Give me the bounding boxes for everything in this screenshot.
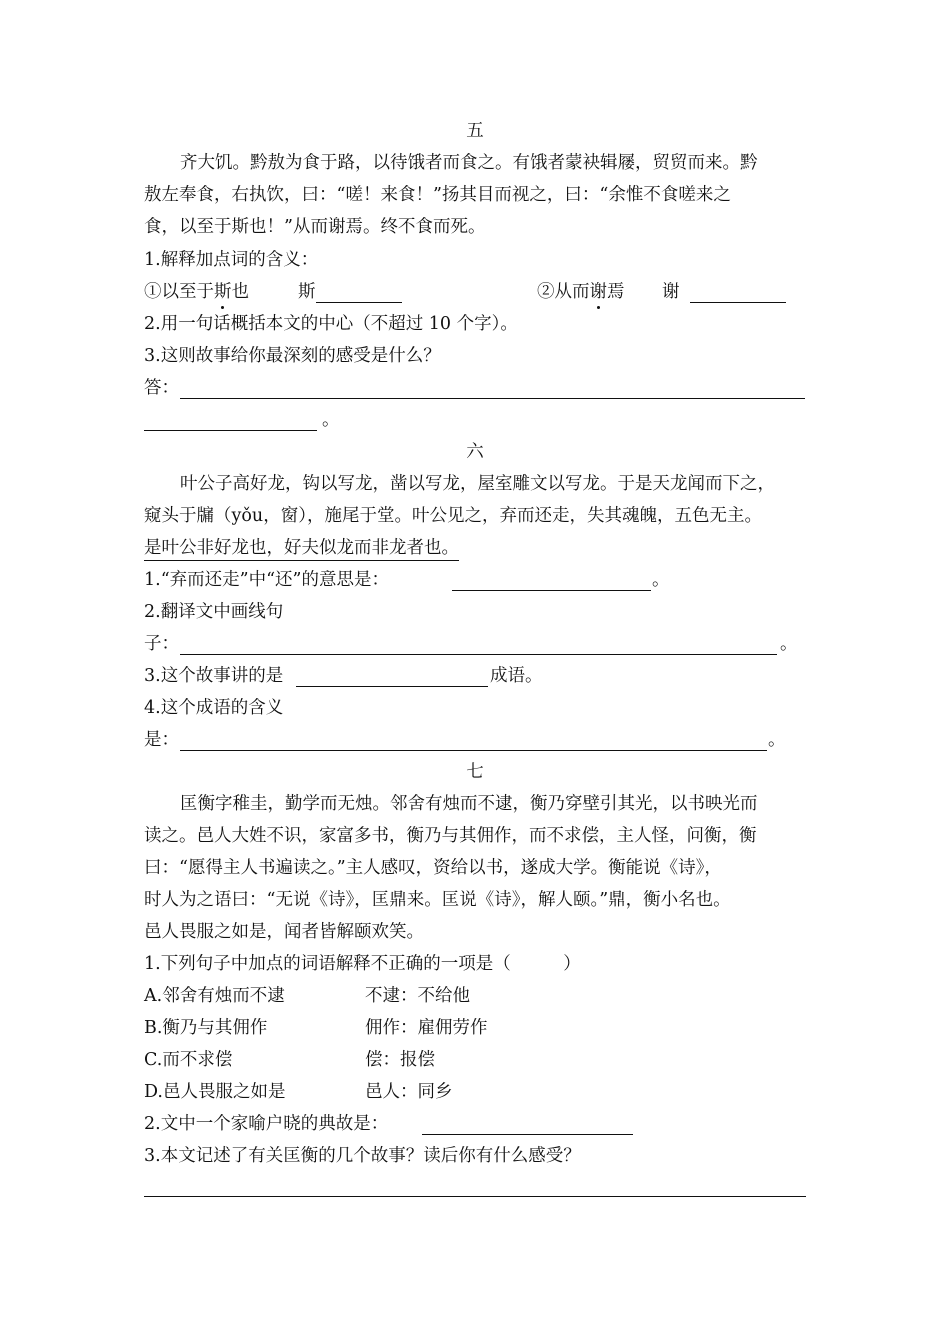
s6-question-3-prefix: 3.这个故事讲的是 bbox=[144, 666, 284, 686]
s7-passage-line-5: 邑人畏服之如是，闻者皆解颐欢笑。 bbox=[144, 922, 424, 942]
s5-q1-item-b bbox=[537, 280, 625, 304]
s5-answer-end: 。 bbox=[322, 410, 340, 430]
section-6-heading: 六 bbox=[466, 442, 484, 462]
s5-question-2: 2.用一句话概括本文的中心（不超过 10 个字）。 bbox=[144, 314, 518, 334]
s7-passage-line-1: 匡衡字稚圭，勤学而无烛。邻舍有烛而不逮，衡乃穿壁引其光，以书映光而 bbox=[180, 794, 758, 814]
s5-q1-item-a bbox=[144, 280, 249, 304]
s7-q2-answer-line[interactable] bbox=[422, 1134, 633, 1135]
s7-passage-line-3: 曰：“愿得主人书遍读之。”主人感叹，资给以书，遂成大学。衡能说《诗》， bbox=[144, 858, 722, 878]
s6-passage-line-3-underlined: 是叶公非好龙也，好夫似龙而非龙者也。 bbox=[144, 536, 459, 561]
s7-option-d[interactable]: D.邑人畏服之如是 bbox=[144, 1082, 286, 1102]
s7-option-c-explanation: 偿：报偿 bbox=[365, 1050, 435, 1070]
s5-passage-line-1: 齐大饥。黔敖为食于路，以待饿者而食之。有饿者蒙袂辑屦，贸贸而来。黔 bbox=[180, 153, 758, 173]
s6-question-1: 1.“弃而还走”中“还”的意思是： bbox=[144, 570, 389, 590]
s6-q3-answer-line[interactable] bbox=[296, 686, 488, 687]
s5-q1a-word: 斯 bbox=[298, 282, 316, 302]
s6-q2-answer-line[interactable] bbox=[180, 654, 777, 655]
s5-q1b-suffix: 焉 bbox=[607, 282, 625, 302]
s5-answer-line-1[interactable] bbox=[180, 398, 805, 399]
s7-option-a[interactable]: A.邻舍有烛而不逮 bbox=[144, 986, 285, 1006]
s7-option-c[interactable]: C.而不求偿 bbox=[144, 1050, 233, 1070]
s5-q1a-answer-line[interactable] bbox=[316, 302, 402, 303]
s6-question-2-cont: 子： bbox=[144, 634, 179, 654]
s6-q1-answer-line[interactable] bbox=[452, 590, 651, 591]
s7-question-3: 3.本文记述了有关匡衡的几个故事？读后你有什么感受？ bbox=[144, 1146, 581, 1166]
s5-question-1: 1.解释加点词的含义： bbox=[144, 250, 319, 270]
s5-q1b-answer-line[interactable] bbox=[690, 302, 786, 303]
section-5-heading: 五 bbox=[466, 121, 484, 141]
s7-question-1: 1.下列句子中加点的词语解释不正确的一项是（ ） bbox=[144, 954, 581, 974]
s5-q1a-prefix: ①以至于 bbox=[144, 282, 214, 302]
s7-passage-line-4: 时人为之语曰：“无说《诗》，匡鼎来。匡说《诗》，解人颐。”鼎，衡小名也。 bbox=[144, 890, 731, 910]
s7-passage-line-2: 读之。邑人大姓不识，家富多书，衡乃与其佣作，而不求偿，主人怪，问衡，衡 bbox=[144, 826, 757, 846]
s6-passage-line-2: 窥头于牖（yǒu，窗），施尾于堂。叶公见之，弃而还走，失其魂魄，五色无主。 bbox=[144, 506, 762, 526]
s5-q1a-suffix: 也 bbox=[231, 282, 249, 302]
s7-option-a-explanation: 不逮：不给他 bbox=[365, 986, 470, 1006]
s5-question-3: 3.这则故事给你最深刻的感受是什么？ bbox=[144, 346, 441, 366]
s6-question-3-suffix: 成语。 bbox=[490, 666, 543, 686]
s7-option-b[interactable]: B.衡乃与其佣作 bbox=[144, 1018, 268, 1038]
s7-question-2: 2.文中一个家喻户晓的典故是： bbox=[144, 1114, 389, 1134]
s5-q1b-prefix: ②从而 bbox=[537, 282, 590, 302]
s5-passage-line-3: 食，以至于斯也！”从而谢焉。终不食而死。 bbox=[144, 217, 486, 237]
s6-q1-end: 。 bbox=[652, 570, 670, 590]
s5-passage-line-2: 敖左奉食，右执饮，曰：“嗟！来食！”扬其目而视之，曰：“余惟不食嗟来之 bbox=[144, 185, 731, 205]
s6-passage-line-1: 叶公子高好龙，钩以写龙，凿以写龙，屋室雕文以写龙。于是天龙闻而下之， bbox=[180, 474, 775, 494]
s6-question-4: 4.这个成语的含义 bbox=[144, 698, 284, 718]
s7-option-d-explanation: 邑人：同乡 bbox=[365, 1082, 453, 1102]
s5-q1b-dotted-word: 谢 bbox=[589, 282, 607, 302]
s5-q1a-dotted-word: 斯 bbox=[214, 282, 232, 302]
s7-q3-answer-line[interactable] bbox=[144, 1196, 806, 1197]
s5-answer-line-2[interactable] bbox=[144, 430, 317, 431]
s6-question-4-cont: 是： bbox=[144, 730, 179, 750]
s6-q4-answer-line[interactable] bbox=[180, 750, 767, 751]
s5-q1b-word: 谢 bbox=[662, 282, 680, 302]
section-7-heading: 七 bbox=[466, 762, 484, 782]
s7-option-b-explanation: 佣作：雇佣劳作 bbox=[365, 1018, 488, 1038]
s6-question-2: 2.翻译文中画线句 bbox=[144, 602, 284, 622]
s6-q4-end: 。 bbox=[768, 730, 786, 750]
s5-answer-label: 答： bbox=[144, 378, 179, 398]
s6-q2-end: 。 bbox=[780, 634, 798, 654]
